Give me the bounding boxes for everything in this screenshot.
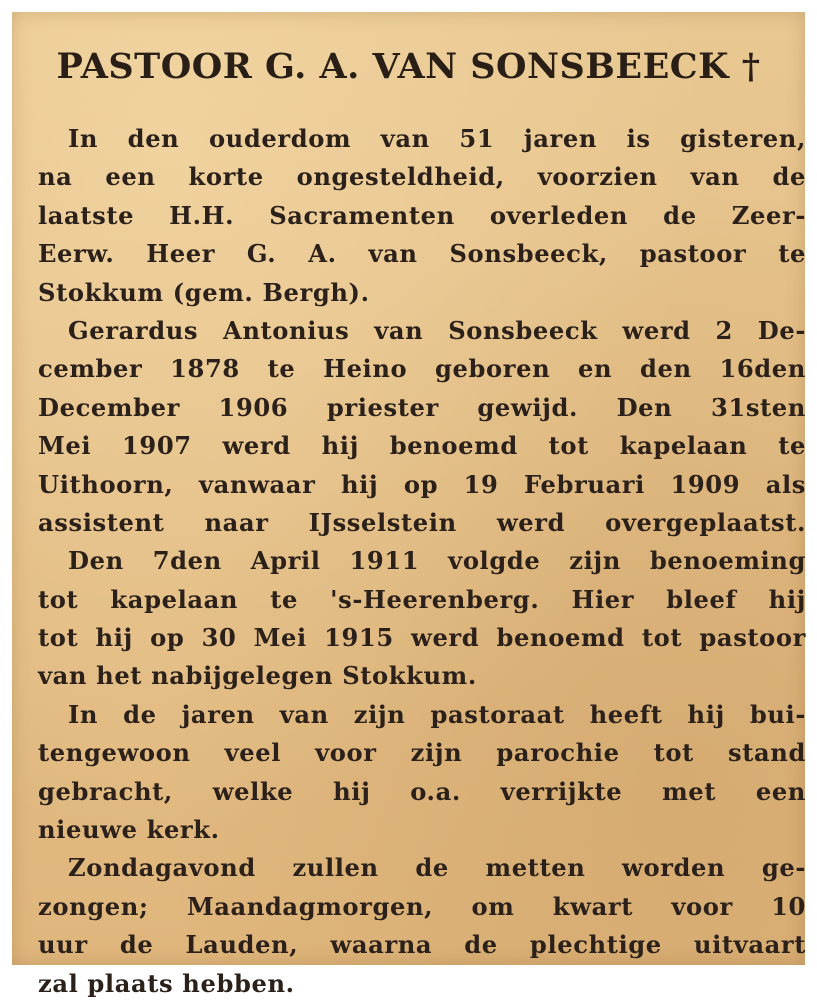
article-line: Mei 1907 werd hij benoemd tot kapelaan te <box>38 431 806 461</box>
article-line: tengewoon veel voor zijn parochie tot stand <box>38 738 806 768</box>
article-line: tot kapelaan te 's-Heerenberg. Hier bleef hij <box>38 584 806 614</box>
article-line: Uithoorn, vanwaar hij op 19 Februari 1909 als <box>38 469 806 499</box>
article-body <box>38 120 806 1003</box>
article-line: December 1906 priester gewijd. Den 31sten <box>38 392 806 422</box>
article-line: nieuwe kerk. <box>38 815 220 845</box>
article-line: cember 1878 te Heino geboren en den 16den <box>38 354 806 384</box>
article-line: zongen; Maandagmorgen, om kwart voor 10 <box>38 891 806 921</box>
article-line: Stokkum (gem. Bergh). <box>38 277 370 307</box>
article-line: assistent naar IJsselstein werd overgeplaatst. <box>38 507 806 537</box>
article-line: uur de Lauden, waarna de plechtige uitvaart <box>38 930 806 960</box>
article-line: Eerw. Heer G. A. van Sonsbeeck, pastoor te <box>38 239 806 269</box>
article-line: Gerardus Antonius van Sonsbeeck werd 2 De- <box>68 315 806 345</box>
article-line: In de jaren van zijn pastoraat heeft hij bui- <box>68 699 806 729</box>
article-title: PASTOOR G. A. VAN SONSBEECK † <box>56 46 761 87</box>
article-line: In den ouderdom van 51 jaren is gisteren, <box>68 124 806 153</box>
article-line: gebracht, welke hij o.a. verrijkte met een <box>38 776 806 806</box>
article-line: zal plaats hebben. <box>38 968 295 998</box>
article-line: laatste H.H. Sacramenten overleden de Zeer- <box>38 200 806 230</box>
article-line: Den 7den April 1911 volgde zijn benoeming <box>68 546 806 576</box>
article-line: na een korte ongesteldheid, voorzien van de <box>38 162 806 192</box>
article-line: van het nabijgelegen Stokkum. <box>38 661 477 691</box>
article-line: Zondagavond zullen de metten worden ge- <box>68 853 806 883</box>
newspaper-clipping <box>12 12 806 998</box>
article-line: tot hij op 30 Mei 1915 werd benoemd tot pastoor <box>38 623 806 653</box>
